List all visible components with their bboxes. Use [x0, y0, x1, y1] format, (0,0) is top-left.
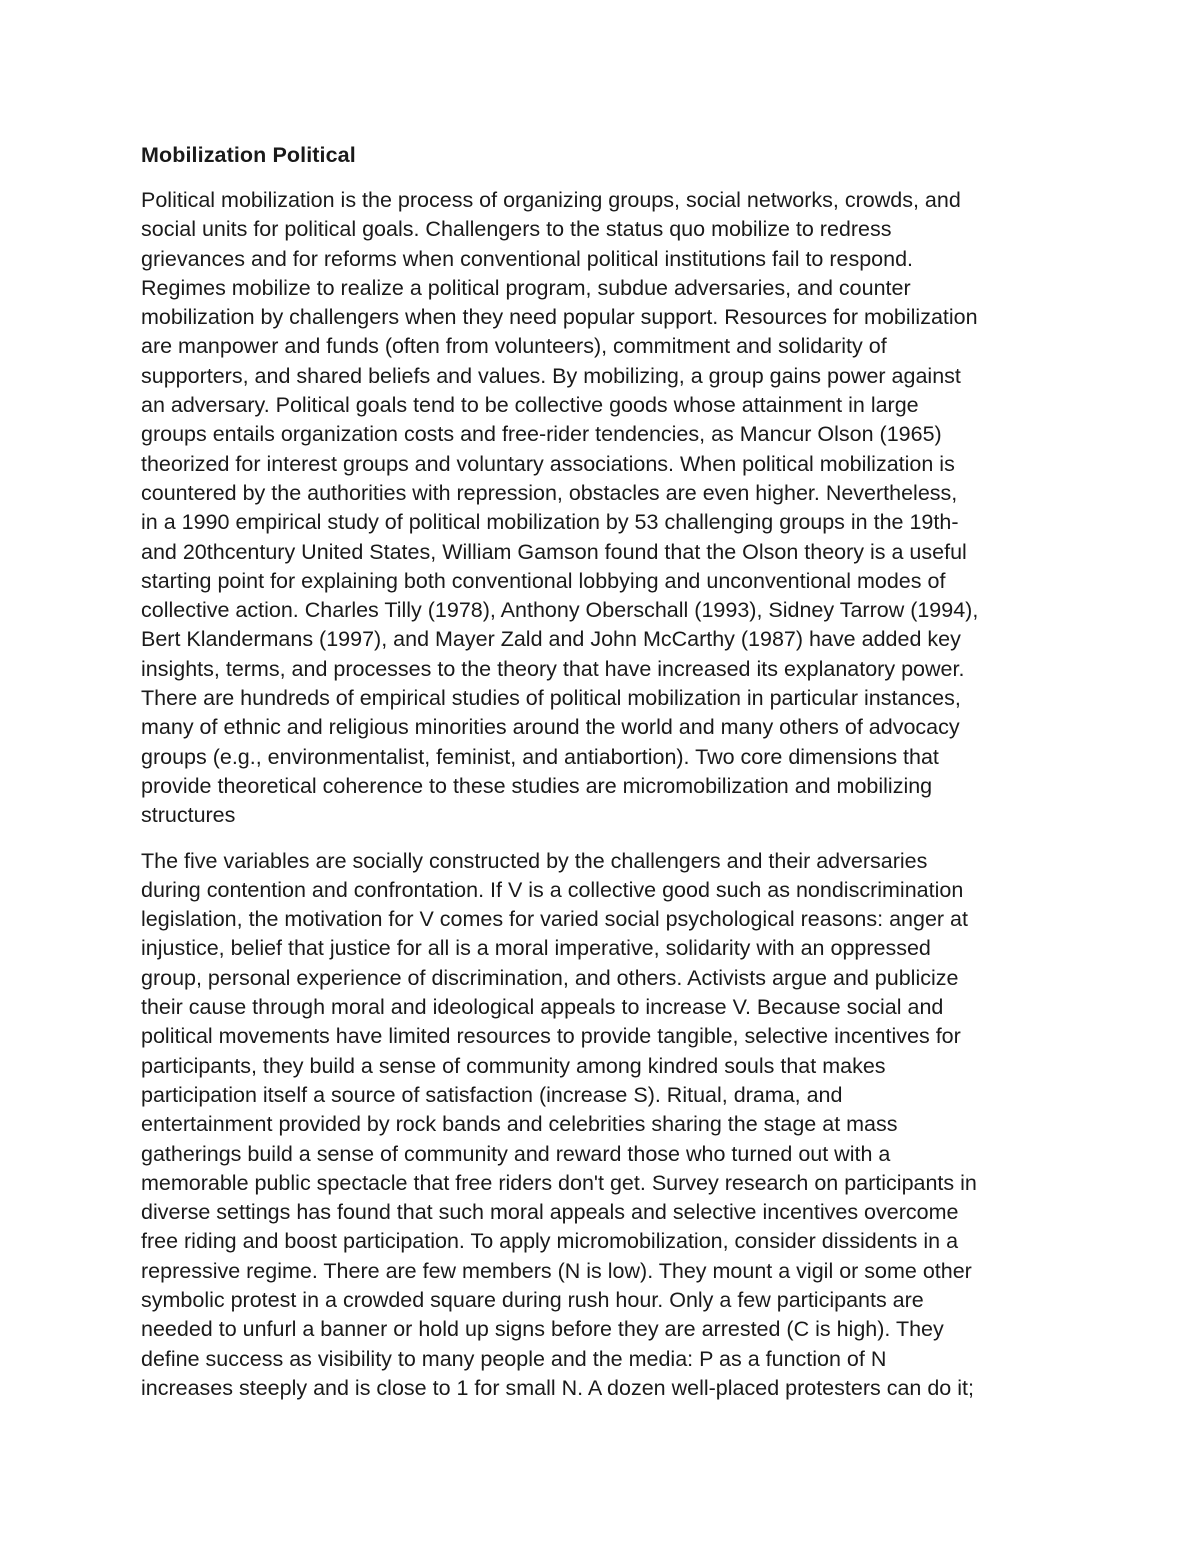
- text-line: There are hundreds of empirical studies of political mobilization in particular instances,: [141, 686, 961, 711]
- text-line: their cause through moral and ideological appeals to increase V. Because social and: [141, 995, 944, 1020]
- text-line: repressive regime. There are few members (N is low). They mount a vigil or some other: [141, 1258, 972, 1283]
- text-line: needed to unfurl a banner or hold up signs before they are arrested (C is high). They: [141, 1317, 944, 1342]
- text-line: many of ethnic and religious minorities around the world and many others of advocacy: [141, 715, 960, 740]
- text-line: an adversary. Political goals tend to be collective goods whose attainment in large: [141, 393, 919, 418]
- text-line: during contention and confrontation. If V is a collective good such as nondiscrimination: [141, 877, 964, 902]
- text-line: increases steeply and is close to 1 for small N. A dozen well-placed protesters can do it;: [141, 1375, 974, 1400]
- text-line: theorized for interest groups and voluntary associations. When political mobilization is: [141, 451, 955, 476]
- text-line: groups (e.g., environmentalist, feminist, and antiabortion). Two core dimensions that: [141, 744, 939, 769]
- text-line: memorable public spectacle that free riders don't get. Survey research on participants in: [141, 1170, 977, 1195]
- text-line: legislation, the motivation for V comes for varied social psychological reasons: anger at: [141, 907, 968, 932]
- text-line: in a 1990 empirical study of political mobilization by 53 challenging groups in the 19th-: [141, 510, 959, 535]
- text-line: Bert Klandermans (1997), and Mayer Zald and John McCarthy (1987) have added key: [141, 627, 961, 652]
- text-line: diverse settings has found that such moral appeals and selective incentives overcome: [141, 1200, 959, 1225]
- text-line: entertainment provided by rock bands and celebrities sharing the stage at mass: [141, 1112, 898, 1137]
- paragraph-1: [141, 186, 1066, 831]
- text-line: political movements have limited resources to provide tangible, selective incentives for: [141, 1024, 961, 1049]
- text-line: collective action. Charles Tilly (1978), Anthony Oberschall (1993), Sidney Tarrow (1994),: [141, 598, 979, 623]
- text-line: define success as visibility to many people and the media: P as a function of N: [141, 1346, 887, 1371]
- text-line: group, personal experience of discrimination, and others. Activists argue and publicize: [141, 965, 959, 990]
- text-line: gatherings build a sense of community and reward those who turned out with a: [141, 1141, 891, 1166]
- text-line: supporters, and shared beliefs and values. By mobilizing, a group gains power against: [141, 363, 961, 388]
- text-line: and 20thcentury United States, William Gamson found that the Olson theory is a useful: [141, 539, 967, 564]
- text-line: Political mobilization is the process of organizing groups, social networks, crowds, and: [141, 188, 961, 212]
- text-line: countered by the authorities with repression, obstacles are even higher. Nevertheless,: [141, 480, 958, 505]
- text-line: Regimes mobilize to realize a political program, subdue adversaries, and counter: [141, 275, 911, 300]
- text-line: participants, they build a sense of community among kindred souls that makes: [141, 1053, 886, 1078]
- text-line: provide theoretical coherence to these studies are micromobilization and mobilizing: [141, 773, 933, 798]
- text-line: are manpower and funds (often from volunteers), commitment and solidarity of: [141, 334, 887, 359]
- text-line: starting point for explaining both conventional lobbying and unconventional modes of: [141, 568, 946, 593]
- document-title: Mobilization Political: [141, 143, 356, 167]
- text-line: injustice, belief that justice for all is a moral imperative, solidarity with an oppressed: [141, 936, 931, 961]
- text-line: insights, terms, and processes to the theory that have increased its explanatory power.: [141, 656, 965, 681]
- text-line: social units for political goals. Challengers to the status quo mobilize to redress: [141, 217, 892, 242]
- document-page: [141, 140, 1066, 1419]
- paragraph-2: [141, 847, 1066, 1404]
- text-line: mobilization by challengers when they need popular support. Resources for mobilization: [141, 305, 978, 330]
- text-line: groups entails organization costs and free-rider tendencies, as Mancur Olson (1965): [141, 422, 942, 447]
- text-line: The five variables are socially constructed by the challengers and their adversaries: [141, 848, 928, 873]
- text-line: free riding and boost participation. To apply micromobilization, consider dissidents in a: [141, 1229, 959, 1254]
- text-line: structures: [141, 803, 236, 828]
- text-line: symbolic protest in a crowded square during rush hour. Only a few participants are: [141, 1287, 924, 1312]
- text-line: participation itself a source of satisfaction (increase S). Ritual, drama, and: [141, 1082, 843, 1107]
- text-line: grievances and for reforms when conventional political institutions fail to respond.: [141, 246, 914, 271]
